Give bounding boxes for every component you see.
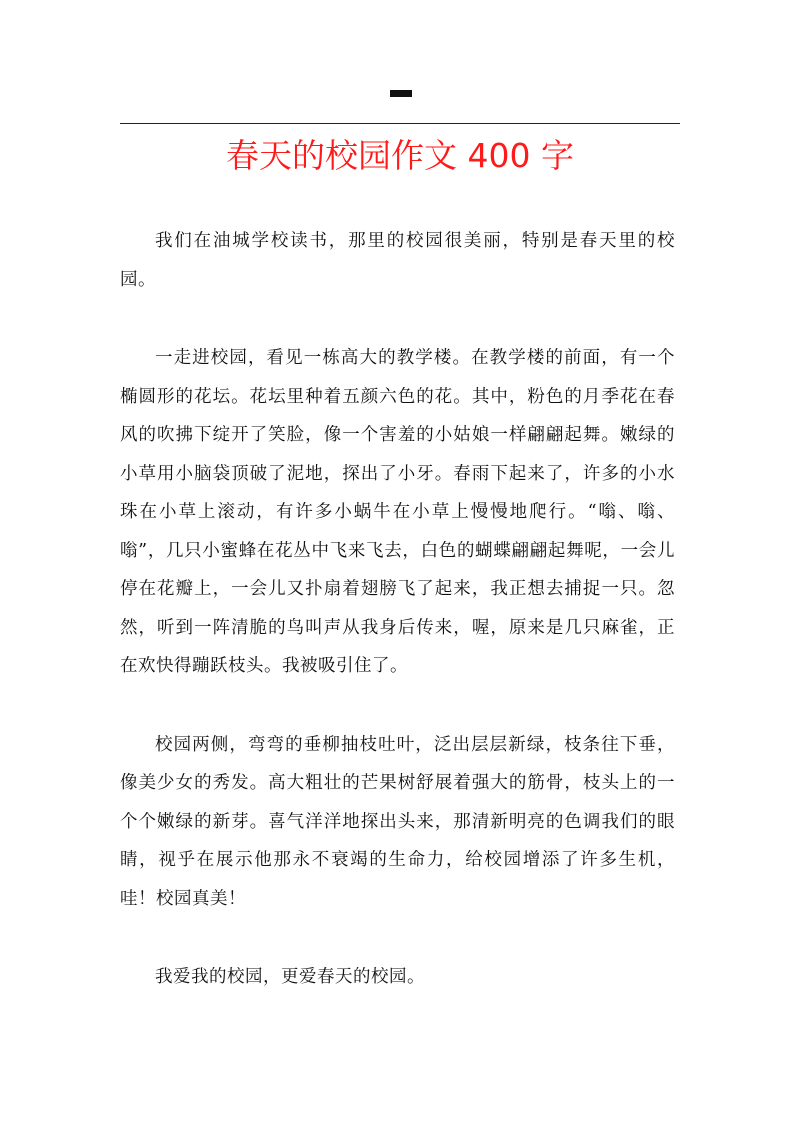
paragraph-trees: 校园两侧，弯弯的垂柳抽枝吐叶，泛出层层新绿，枝条往下垂，像美少女的秀发。高大粗壮的芒果树舒展着强大的筋骨，枝头上的一个个嫩绿的新芽。喜气洋洋地探出头来，那清新明亮的色调我们的眼睛，视乎在展示他那永不衰竭的生命力，给校园增添了许多生机，哇！校园真美！ xyxy=(120,734,675,909)
header-divider xyxy=(120,123,680,124)
document-body xyxy=(120,222,675,1037)
header-logo-mark xyxy=(390,90,412,97)
paragraph-flowerbed: 一走进校园，看见一栋高大的教学楼。在教学楼的前面，有一个椭圆形的花坛。花坛里种着五颜六色的花。其中，粉色的月季花在春风的吹拂下绽开了笑脸，像一个害羞的小姑娘一样翩翩起舞。嫩绿的小草用小脑袋顶破了泥地，探出了小牙。春雨下起来了，许多的小水珠在小草上滚动，有许多小蜗牛在小草上慢慢地爬行。“嗡、嗡、嗡”，几只小蜜蜂在花丛中飞来飞去，白色的蝴蝶翩翩起舞呢，一会儿停在花瓣上，一会儿又扑扇着翅膀飞了起来，我正想去捕捉一只。忽然，听到一阵清脆的鸟叫声从我身后传来，喔，原来是几只麻雀，正在欢快得蹦跃枝头。我被吸引住了。 xyxy=(120,348,675,676)
paragraph-intro: 我们在油城学校读书，那里的校园很美丽，特别是春天里的校园。 xyxy=(120,231,675,290)
paragraph-conclusion: 我爱我的校园，更爱春天的校园。 xyxy=(155,967,425,987)
document-title: 春天的校园作文 400 字 xyxy=(226,136,574,175)
